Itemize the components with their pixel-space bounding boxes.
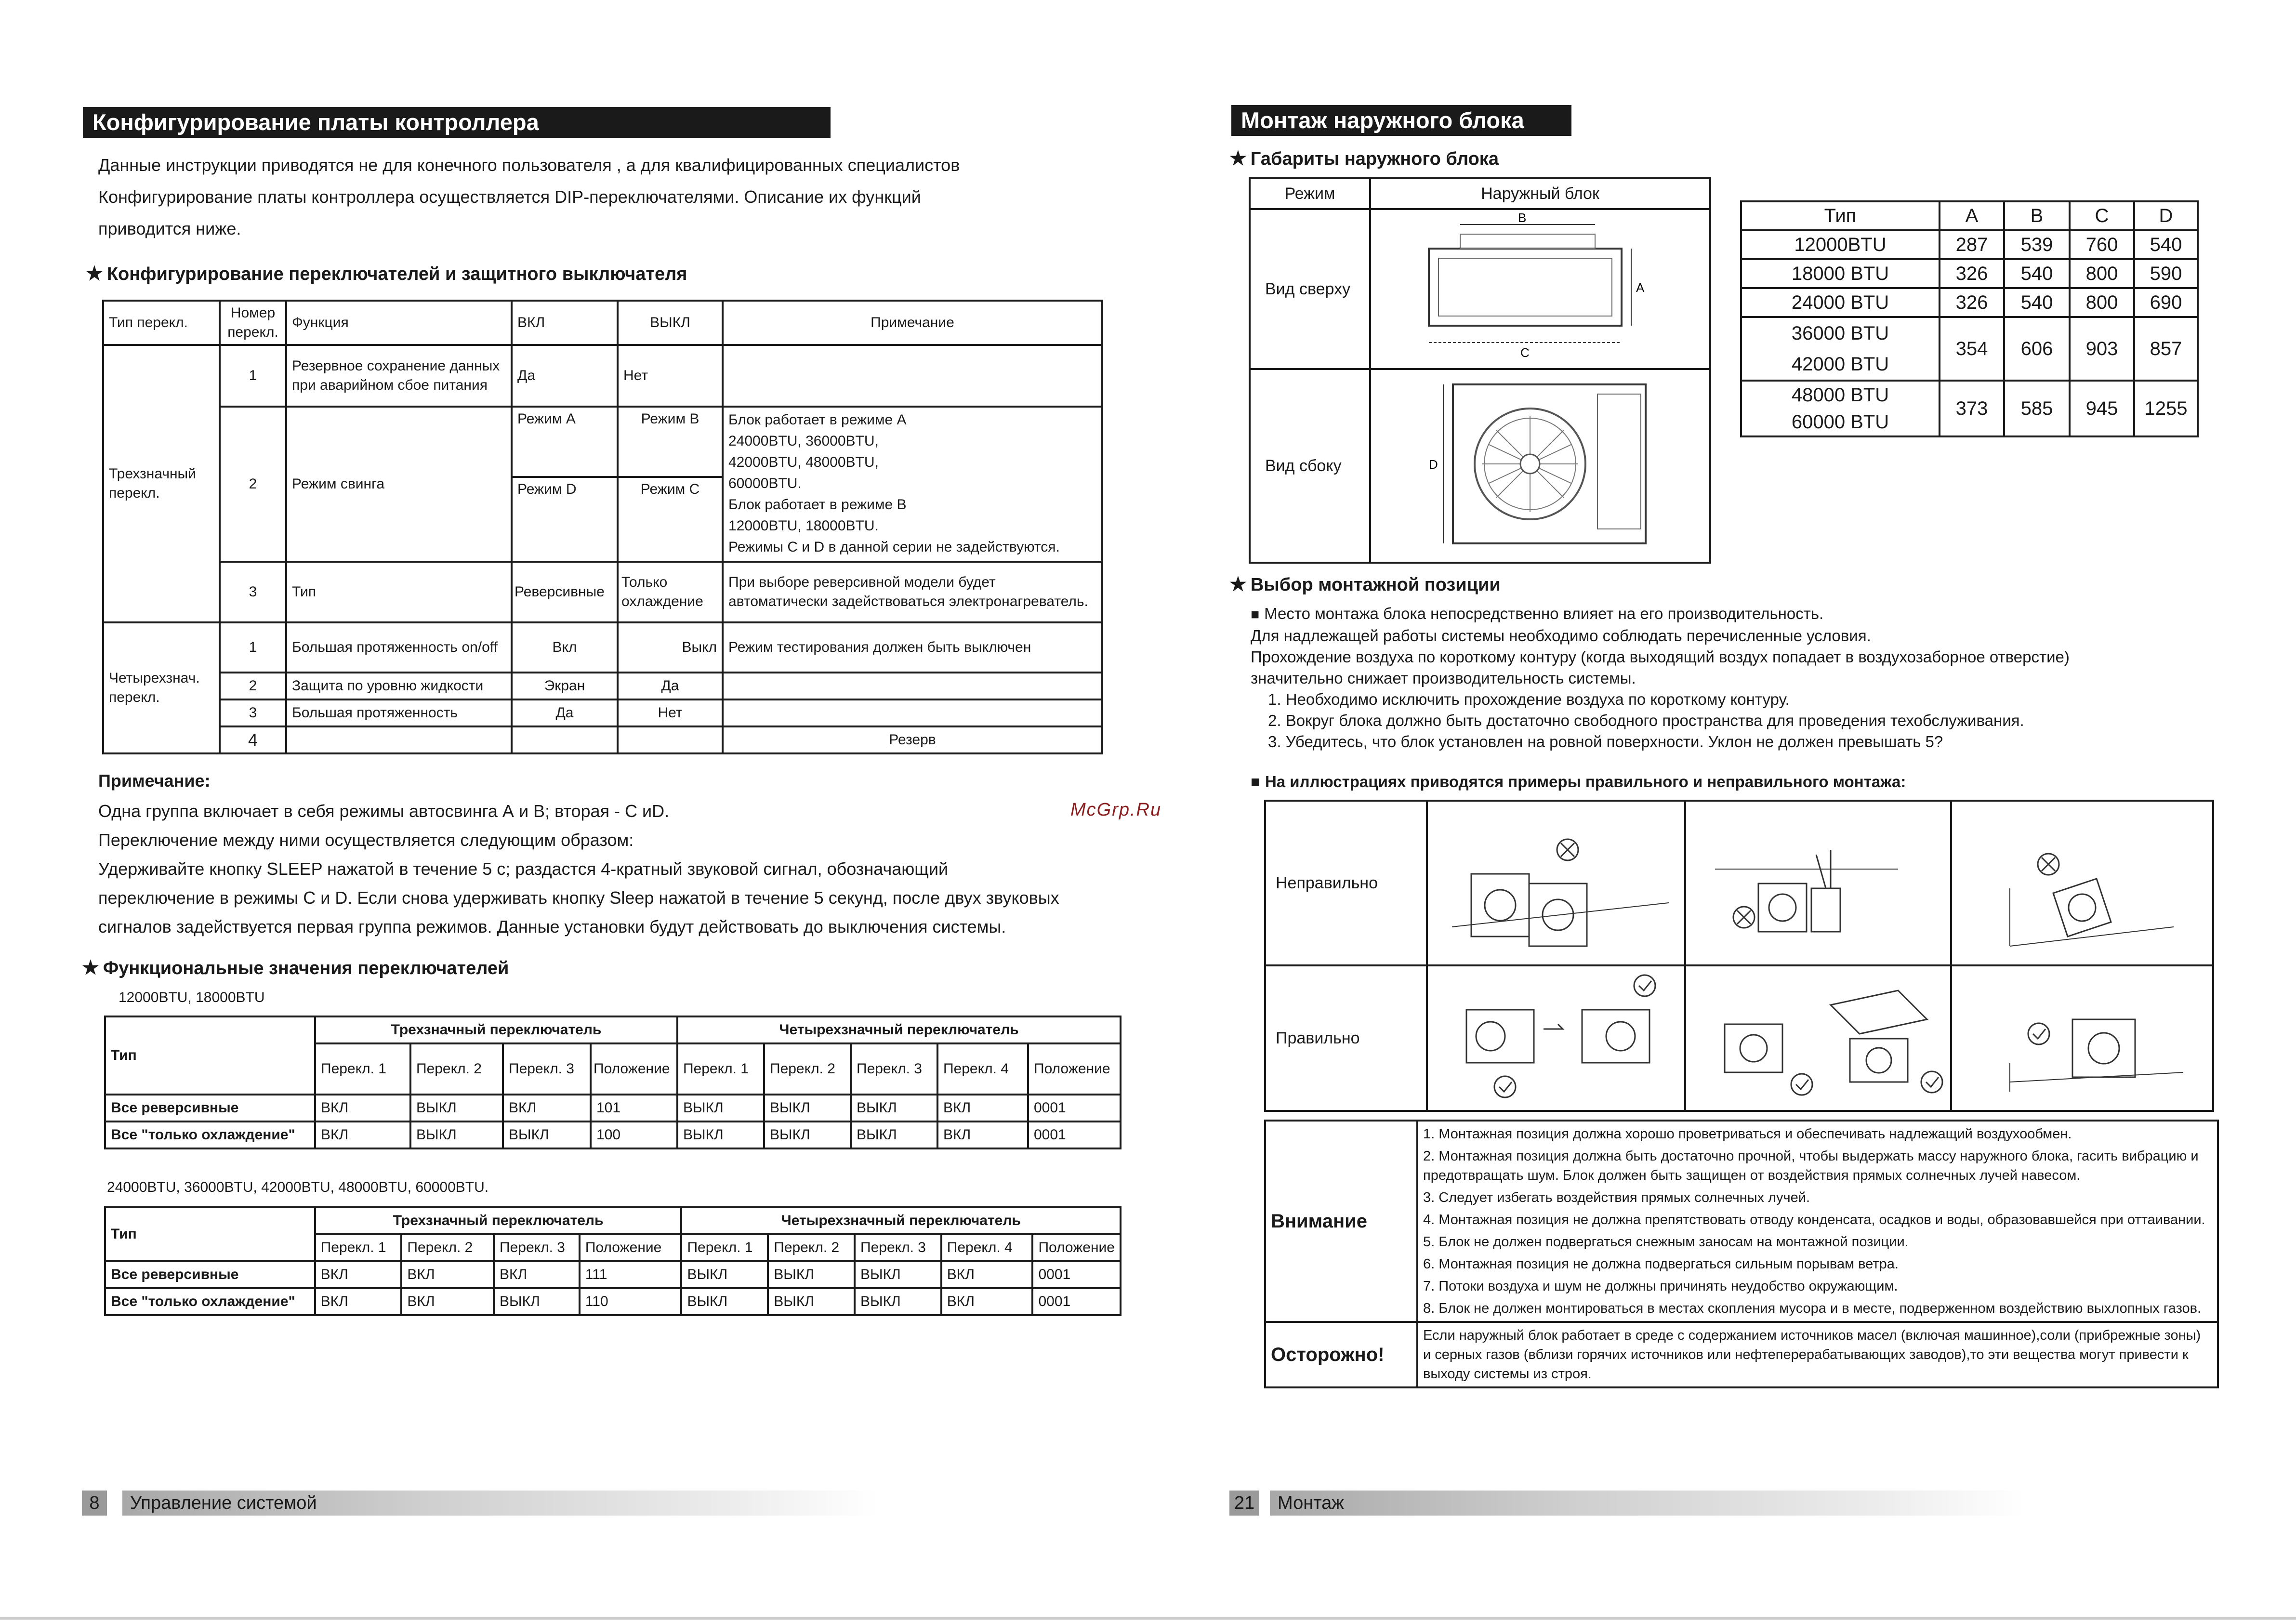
header-cell: ВКЛ — [512, 301, 618, 345]
table-row — [103, 301, 1102, 345]
correct-install-canopy-icon — [1686, 966, 1949, 1106]
table-row — [103, 699, 1102, 726]
note-line-3: Удерживайте кнопку SLEEP нажатой в течение 5 с; раздастся 4-кратный звуковой сигнал, обозначающий — [98, 859, 949, 879]
cell: 3 — [220, 562, 286, 622]
table-row — [105, 1261, 1121, 1288]
type-cell: 24000 BTU — [1741, 288, 1940, 317]
col-header: Перекл. 1 — [315, 1234, 402, 1261]
row-label: Все "только охлаждение" — [105, 1122, 315, 1148]
col-header: Перекл. 3 — [855, 1234, 941, 1261]
col-header: Перекл. 1 — [315, 1043, 410, 1095]
dim-label-c: C — [1520, 345, 1530, 360]
table-row — [1250, 369, 1710, 563]
attention-item: 8. Блок не должен монтироваться в местах скопления мусора и в месте, подверженном воздействию выхлопных газов. — [1423, 1301, 2202, 1316]
swing-note-line: Режимы С и D в данной серии не задействуются. — [728, 539, 1060, 555]
cell: ВЫКЛ — [764, 1095, 851, 1122]
cell: ВЫКЛ — [681, 1261, 768, 1288]
cell: 100 — [591, 1122, 677, 1148]
fv2-models: 24000BTU, 36000BTU, 42000BTU, 48000BTU, 60000BTU. — [107, 1179, 489, 1195]
cell: 354 — [1940, 317, 2004, 381]
cell: ВЫКЛ — [503, 1122, 591, 1148]
illustration-right-1 — [1427, 965, 1685, 1111]
table-row — [1741, 201, 2198, 230]
cell: Реверсивные — [512, 562, 618, 622]
left-footer — [82, 1491, 877, 1516]
cell: 101 — [591, 1095, 677, 1122]
wrong-install-short-circuit-icon — [1428, 802, 1683, 961]
illustration-right-3 — [1951, 965, 2213, 1111]
table-row — [105, 1122, 1121, 1148]
dimensions-table — [1740, 200, 2199, 437]
group-header-4way: Четырехзначный переключатель — [677, 1016, 1121, 1043]
cell: Да — [512, 699, 618, 726]
cell: ВКЛ — [401, 1261, 494, 1288]
illustration-wrong-1 — [1427, 801, 1685, 965]
note-line-5: сигналов задействуется первая группа режимов. Данные установки будут действовать до выключения системы. — [98, 917, 1006, 937]
attention-item: 1. Монтажная позиция должна хорошо проветриваться и обеспечивать надлежащий воздухообмен. — [1423, 1126, 2072, 1142]
cell: 373 — [1940, 381, 2004, 436]
cell: ВКЛ — [401, 1288, 494, 1315]
col-header: Положение — [580, 1234, 682, 1261]
star-icon: ★ — [1229, 148, 1247, 169]
cell: Экран — [512, 673, 618, 699]
cell: Большая протяженность — [286, 699, 512, 726]
square-bullet-icon: ■ — [1251, 607, 1260, 622]
cell: Защита по уровню жидкости — [286, 673, 512, 699]
dimensions-heading-text: Габариты наружного блока — [1250, 149, 1499, 169]
col-header: Перекл. 1 — [681, 1234, 768, 1261]
col-header: Перекл. 3 — [503, 1043, 591, 1095]
star-icon: ★ — [82, 957, 99, 978]
type-line: 60000 BTU — [1791, 411, 1889, 433]
cell: 111 — [580, 1261, 682, 1288]
cell: 0001 — [1028, 1122, 1121, 1148]
dimensions-heading — [1229, 147, 1499, 170]
illustrations-heading-text: На иллюстрациях приводятся примеры правильного и неправильного монтажа: — [1265, 773, 1906, 791]
cell: ВЫКЛ — [851, 1122, 937, 1148]
wrong-install-obstructed-icon — [1686, 802, 1949, 961]
cell: 590 — [2134, 259, 2198, 288]
caution-text: Если наружный блок работает в среде с содержанием источников масел (включая машинное),соли (прибрежные зоны) и серных газов (вблизи горячих источников или нефтеперерабатывающих заводов),то эти вещества могут привести к выходу системы из строя. — [1417, 1322, 2218, 1387]
cell — [286, 726, 512, 753]
swing-note-line: 60000BTU. — [728, 475, 802, 491]
cell: Режим тестирования должен быть выключен — [723, 622, 1102, 673]
group-header-4way: Четырехзначный переключатель — [681, 1207, 1121, 1234]
table-row — [1265, 965, 2213, 1111]
attention-item: 4. Монтажная позиция не должна препятствовать отводу конденсата, осадков и воды, образовавшейся при оттаивании. — [1423, 1212, 2205, 1227]
position-heading — [1229, 573, 1501, 595]
cell: Вкл — [512, 622, 618, 673]
position-line-6: 2. Вокруг блока должно быть достаточно свободного пространства для проведения техобслуживания. — [1268, 712, 2024, 729]
cell: Резервное сохранение данных при аварийном сбое питания — [286, 345, 512, 407]
right-section-title: Монтаж наружного блока — [1231, 105, 1571, 136]
row-label: Все "только охлаждение" — [105, 1288, 315, 1315]
position-line-2: Для надлежащей работы системы необходимо соблюдать перечисленные условия. — [1251, 627, 1871, 645]
cell: 0001 — [1032, 1261, 1121, 1288]
cell: 945 — [2070, 381, 2134, 436]
table-row — [105, 1016, 1121, 1043]
table-row — [1265, 801, 2213, 965]
table-row — [1250, 178, 1710, 209]
bottom-edge-line — [0, 1617, 2296, 1620]
header-cell: Примечание — [723, 301, 1102, 345]
dimensions-figure-table — [1249, 177, 1711, 564]
star-icon: ★ — [1229, 574, 1247, 595]
switch-config-table — [102, 300, 1103, 754]
attention-item: 2. Монтажная позиция должна быть достаточно прочной, чтобы выдержать массу наружного блока, гасить вибрацию и предотвращать шум. Блок должен быть защищен от воздействия прямых солнечных лучей навесом. — [1423, 1148, 2199, 1183]
cell: Нет — [618, 345, 723, 407]
correct-install-level-icon — [1952, 966, 2212, 1106]
position-line-3: Прохождение воздуха по короткому контуру (когда выходящий воздух попадает в воздухозаборное отверстие) — [1251, 648, 2070, 666]
cell: 1255 — [2134, 381, 2198, 436]
left-section-title: Конфигурирование платы контроллера — [83, 107, 831, 138]
swing-note-cell — [723, 407, 1102, 562]
col-header: Перекл. 2 — [764, 1043, 851, 1095]
cell: 903 — [2070, 317, 2134, 381]
dim-label-b: B — [1518, 211, 1527, 225]
star-icon: ★ — [86, 263, 103, 284]
position-line-1 — [1251, 603, 2070, 625]
header-cell: Функция — [286, 301, 512, 345]
cell — [723, 673, 1102, 699]
attention-item: 3. Следует избегать воздействия прямых солнечных лучей. — [1423, 1190, 1810, 1205]
cell: Большая протяженность on/off — [286, 622, 512, 673]
cell: 110 — [580, 1288, 682, 1315]
cell: ВЫКЛ — [855, 1288, 941, 1315]
cell: 0001 — [1032, 1288, 1121, 1315]
cell: 760 — [2070, 230, 2134, 259]
cell: Режим А — [512, 407, 618, 477]
cell: 287 — [1940, 230, 2004, 259]
right-label: Правильно — [1265, 965, 1427, 1111]
side-view-outline-icon — [1371, 370, 1708, 558]
illustration-wrong-2 — [1685, 801, 1951, 965]
cell: Режим свинга — [286, 407, 512, 562]
cell: ВЫКЛ — [681, 1288, 768, 1315]
position-line-4: значительно снижает производительность системы. — [1251, 669, 1636, 687]
type-cell — [1741, 381, 1940, 436]
func-values-heading — [82, 957, 509, 979]
cell: Нет — [618, 699, 723, 726]
header-cell: Наружный блок — [1370, 178, 1710, 209]
table-row — [1741, 259, 2198, 288]
cell: 690 — [2134, 288, 2198, 317]
dim-label-a: A — [1636, 280, 1645, 295]
col-header: Перекл. 3 — [851, 1043, 937, 1095]
table-row — [1741, 230, 2198, 259]
table-row — [105, 1288, 1121, 1315]
switch-config-heading-text: Конфигурирование переключателей и защитного выключателя — [106, 264, 687, 284]
cell: ВКЛ — [941, 1288, 1033, 1315]
table-row — [1250, 209, 1710, 369]
cell: Режим D — [512, 477, 618, 562]
cell: ВКЛ — [937, 1095, 1028, 1122]
type-line: 36000 BTU — [1791, 323, 1889, 344]
attention-item: 7. Потоки воздуха и шум не должны причинять неудобство окружающим. — [1423, 1279, 1898, 1294]
wrong-label: Неправильно — [1265, 801, 1427, 965]
func-values-heading-text: Функциональные значения переключателей — [103, 958, 509, 978]
cell: 4 — [220, 726, 286, 753]
row-label: Все реверсивные — [105, 1095, 315, 1122]
header-cell: B — [2004, 201, 2070, 230]
fv1-models: 12000BTU, 18000BTU — [119, 990, 265, 1005]
header-cell: Тип — [1741, 201, 1940, 230]
type-header: Тип — [105, 1016, 315, 1095]
cell: При выборе реверсивной модели будет автоматически задействоваться электронагреватель. — [723, 562, 1102, 622]
col-header: Перекл. 4 — [937, 1043, 1028, 1095]
caution-label: Осторожно! — [1265, 1322, 1417, 1387]
attention-label: Внимание — [1265, 1121, 1417, 1322]
header-cell: Номер перекл. — [220, 301, 286, 345]
header-cell: ВЫКЛ — [618, 301, 723, 345]
group-cell-4way: Четырехзнач. перекл. — [103, 622, 220, 753]
col-header: Перекл. 2 — [410, 1043, 503, 1095]
position-heading-text: Выбор монтажной позиции — [1250, 575, 1501, 595]
table-row — [103, 407, 1102, 477]
right-page-number: 21 — [1229, 1491, 1259, 1516]
note-line-1: Одна группа включает в себя режимы автосвинга А и В; вторая - С иD. — [98, 801, 670, 821]
illustration-wrong-3 — [1951, 801, 2213, 965]
type-line: 48000 BTU — [1791, 384, 1889, 406]
cell: Да — [512, 345, 618, 407]
cell: Только охлаждение — [618, 562, 723, 622]
note-line-2: Переключение между ними осуществляется следующим образом: — [98, 830, 634, 850]
table-row — [1741, 288, 2198, 317]
swing-note-line: Блок работает в режиме В — [728, 497, 907, 513]
attention-item: 6. Монтажная позиция не должна подвергаться сильным порывам ветра. — [1423, 1256, 1899, 1272]
left-footer-label: Управление системой — [122, 1491, 877, 1516]
side-view-label: Вид сбоку — [1250, 369, 1370, 563]
cell: 3 — [220, 699, 286, 726]
header-cell: A — [1940, 201, 2004, 230]
cell: 857 — [2134, 317, 2198, 381]
table-row — [103, 562, 1102, 622]
position-line-5: 1. Необходимо исключить прохождение воздуха по короткому контуру. — [1268, 690, 1790, 708]
cell: ВЫКЛ — [768, 1261, 855, 1288]
top-view-drawing — [1370, 209, 1710, 369]
switch-config-heading — [86, 263, 687, 285]
cell: 800 — [2070, 259, 2134, 288]
cell — [618, 726, 723, 753]
illustration-right-2 — [1685, 965, 1951, 1111]
note-line-4: переключение в режимы C и D. Если снова удерживать кнопку Sleep нажатой в течение 5 секунд, после двух звуковых — [98, 888, 1059, 908]
cell: ВЫКЛ — [677, 1095, 764, 1122]
cell — [723, 699, 1102, 726]
cell: Режим С — [618, 477, 723, 562]
swing-note-line: Блок работает в режиме А — [728, 412, 907, 428]
cell: 326 — [1940, 288, 2004, 317]
group-header-3way: Трехзначный переключатель — [315, 1207, 682, 1234]
attention-table — [1264, 1120, 2219, 1388]
type-cell: 12000BTU — [1741, 230, 1940, 259]
swing-note-line: 24000BTU, 36000BTU, — [728, 433, 879, 449]
col-header: Положение — [591, 1043, 677, 1095]
cell: Выкл — [618, 622, 723, 673]
cell: ВЫКЛ — [410, 1095, 503, 1122]
func-values-table-2 — [104, 1206, 1122, 1316]
attention-list — [1417, 1121, 2218, 1322]
type-cell — [1741, 317, 1940, 381]
left-intro-line-1: Данные инструкции приводятся не для конечного пользователя , а для квалифицированных специалистов — [98, 155, 960, 175]
cell: 800 — [2070, 288, 2134, 317]
table-row — [1741, 381, 2198, 436]
cell: ВКЛ — [315, 1122, 410, 1148]
cell: Резерв — [723, 726, 1102, 753]
cell: ВЫКЛ — [768, 1288, 855, 1315]
col-header: Перекл. 2 — [768, 1234, 855, 1261]
cell: Режим В — [618, 407, 723, 477]
cell: 540 — [2134, 230, 2198, 259]
col-header: Положение — [1028, 1043, 1121, 1095]
right-footer-label: Монтаж — [1270, 1491, 2024, 1516]
cell: 1 — [220, 622, 286, 673]
cell: ВЫКЛ — [494, 1288, 580, 1315]
right-footer — [1229, 1491, 2024, 1516]
group-header-3way: Трехзначный переключатель — [315, 1016, 677, 1043]
left-intro-line-2: Конфигурирование платы контроллера осуществляется DIP-переключателями. Описание их функций — [98, 187, 921, 207]
illustrations-table — [1264, 800, 2214, 1112]
attention-item: 5. Блок не должен подвергаться снежным заносам на монтажной позиции. — [1423, 1234, 1909, 1250]
header-cell: Режим — [1250, 178, 1370, 209]
cell: 0001 — [1028, 1095, 1121, 1122]
table-row — [105, 1095, 1121, 1122]
header-cell: Тип перекл. — [103, 301, 220, 345]
group-cell-3way: Трехзначный перекл. — [103, 345, 220, 622]
col-header: Перекл. 4 — [941, 1234, 1033, 1261]
correct-install-clearance-icon — [1428, 966, 1683, 1106]
top-view-outline-icon — [1371, 210, 1708, 364]
col-header: Положение — [1032, 1234, 1121, 1261]
square-bullet-icon: ■ — [1251, 773, 1260, 791]
cell: ВКЛ — [937, 1122, 1028, 1148]
left-page-number: 8 — [82, 1491, 107, 1516]
col-header: Перекл. 2 — [401, 1234, 494, 1261]
cell: ВЫКЛ — [851, 1095, 937, 1122]
type-header: Тип — [105, 1207, 315, 1261]
position-text — [1251, 603, 2070, 752]
cell: 2 — [220, 407, 286, 562]
cell: 540 — [2004, 259, 2070, 288]
note-title: Примечание: — [98, 771, 211, 791]
swing-note-line: 42000BTU, 48000BTU, — [728, 454, 879, 470]
watermark: McGrp.Ru — [1070, 800, 1162, 820]
cell: ВКЛ — [503, 1095, 591, 1122]
cell: 2 — [220, 673, 286, 699]
cell: ВКЛ — [941, 1261, 1033, 1288]
table-row — [1741, 317, 2198, 381]
cell: 606 — [2004, 317, 2070, 381]
cell: ВКЛ — [315, 1095, 410, 1122]
header-cell: C — [2070, 201, 2134, 230]
cell: ВЫКЛ — [410, 1122, 503, 1148]
top-view-label: Вид сверху — [1250, 209, 1370, 369]
cell: ВКЛ — [315, 1288, 402, 1315]
col-header: Перекл. 3 — [494, 1234, 580, 1261]
dim-label-d: D — [1429, 457, 1438, 472]
row-label: Все реверсивные — [105, 1261, 315, 1288]
table-row — [103, 622, 1102, 673]
cell: 540 — [2004, 288, 2070, 317]
cell — [723, 345, 1102, 407]
cell: ВЫКЛ — [764, 1122, 851, 1148]
cell: 1 — [220, 345, 286, 407]
col-header: Перекл. 1 — [677, 1043, 764, 1095]
cell: ВКЛ — [494, 1261, 580, 1288]
swing-note-line: 12000BTU, 18000BTU. — [728, 518, 879, 534]
wrong-install-tilted-icon — [1952, 802, 2212, 961]
func-values-table-1 — [104, 1016, 1122, 1149]
type-line: 42000 BTU — [1791, 354, 1889, 375]
cell: 326 — [1940, 259, 2004, 288]
cell: ВЫКЛ — [855, 1261, 941, 1288]
side-view-drawing — [1370, 369, 1710, 563]
cell — [512, 726, 618, 753]
table-row — [103, 345, 1102, 407]
table-row — [105, 1207, 1121, 1234]
cell: Тип — [286, 562, 512, 622]
header-cell: D — [2134, 201, 2198, 230]
position-line-1-text: Место монтажа блока непосредственно влияет на его производительность. — [1264, 605, 1824, 622]
cell: 585 — [2004, 381, 2070, 436]
cell: Да — [618, 673, 723, 699]
position-line-7: 3. Убедитесь, что блок установлен на ровной поверхности. Уклон не должен превышать 5? — [1268, 733, 1943, 751]
left-intro-line-3: приводится ниже. — [98, 219, 241, 238]
table-row — [1265, 1121, 2218, 1322]
cell: ВКЛ — [315, 1261, 402, 1288]
cell: 539 — [2004, 230, 2070, 259]
cell: ВЫКЛ — [677, 1122, 764, 1148]
illustrations-heading — [1251, 773, 1906, 791]
type-cell: 18000 BTU — [1741, 259, 1940, 288]
table-row — [103, 673, 1102, 699]
table-row — [103, 726, 1102, 753]
table-row — [1265, 1322, 2218, 1387]
